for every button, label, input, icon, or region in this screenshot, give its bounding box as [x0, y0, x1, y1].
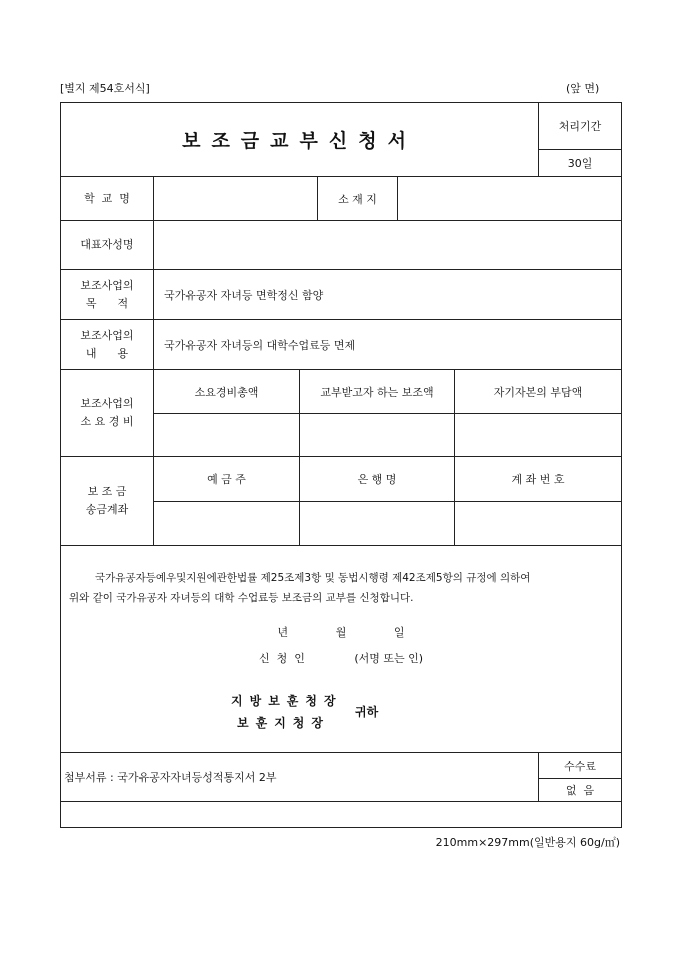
form-title: 보조금교부신청서: [61, 103, 539, 177]
cost-subsidy-field[interactable]: [300, 414, 455, 457]
cost-own-header: 자기자본의 부담액: [455, 370, 622, 414]
school-name-field[interactable]: [154, 177, 318, 221]
purpose-value: 국가유공자 자녀등 면학정신 함양: [154, 270, 622, 320]
content-label-line1: 보조사업의: [80, 328, 134, 342]
recipient-line2: 보훈지청장: [237, 716, 330, 730]
signature-note: (서명 또는 인): [354, 652, 424, 665]
application-date: [69, 623, 613, 643]
page-side-label: (앞 면): [566, 82, 600, 95]
declaration-line1: 국가유공자등예우및지원에관한법률 제25조제3항 및 동법시행령 제42조제5항의 규정에 의하여: [95, 572, 531, 584]
applicant-line: [69, 649, 613, 669]
processing-period-value: 30일: [539, 150, 622, 177]
cost-label-line1: 보조사업의: [80, 397, 134, 410]
content-label: [61, 320, 154, 370]
paper-spec: 210mm×297mm(일반용지 60g/㎡): [435, 836, 620, 849]
account-holder-field[interactable]: [154, 502, 300, 546]
representative-label: 대표자성명: [61, 221, 154, 270]
school-name-label: 학 교 명: [61, 177, 154, 221]
date-year-label: 년: [277, 626, 289, 639]
location-field[interactable]: [398, 177, 622, 221]
applicant-label: 신 청 인: [258, 652, 305, 665]
date-month-label: 월: [335, 626, 347, 639]
fee-label: 수수료: [539, 753, 622, 779]
account-holder-header: 예 금 주: [154, 457, 300, 502]
bank-name-field[interactable]: [300, 502, 455, 546]
account-label-line2: 송금계좌: [85, 503, 129, 516]
processing-period-label: 처리기간: [539, 103, 622, 150]
account-label: [61, 457, 154, 546]
recipient-line1: 지방보훈청장: [231, 694, 343, 708]
recipient-block: [231, 691, 451, 735]
fee-value: 없 음: [539, 779, 622, 802]
cost-own-field[interactable]: [455, 414, 622, 457]
account-label-line1: 보 조 금: [87, 485, 127, 498]
content-label-line2: 내 용: [85, 346, 129, 360]
cost-subsidy-header: 교부받고자 하는 보조액: [300, 370, 455, 414]
form-number: [별지 제54호서식]: [60, 82, 150, 95]
content-value: 국가유공자 자녀등의 대학수업료등 면제: [154, 320, 622, 370]
application-form: [60, 102, 622, 828]
purpose-label: [61, 270, 154, 320]
purpose-label-line2: 목 적: [85, 296, 129, 310]
cost-total-field[interactable]: [154, 414, 300, 457]
cost-total-header: 소요경비총액: [154, 370, 300, 414]
account-number-field[interactable]: [455, 502, 622, 546]
account-number-header: 계 좌 번 호: [455, 457, 622, 502]
declaration-line2: 위와 같이 국가유공자 자녀등의 대학 수업료등 보조금의 교부를 신청합니다.: [69, 592, 414, 604]
declaration-section: [61, 546, 622, 753]
representative-field[interactable]: [154, 221, 622, 270]
location-label: 소 재 지: [318, 177, 398, 221]
cost-label: [61, 370, 154, 457]
attachments-note: 첨부서류 : 국가유공자자녀등성적통지서 2부: [61, 753, 539, 802]
purpose-label-line1: 보조사업의: [80, 278, 134, 292]
cost-label-line2: 소 요 경 비: [80, 415, 134, 428]
bottom-blank-row: [61, 802, 622, 828]
recipient-suffix: 귀하: [355, 705, 379, 719]
date-day-label: 일: [393, 626, 405, 639]
bank-name-header: 은 행 명: [300, 457, 455, 502]
